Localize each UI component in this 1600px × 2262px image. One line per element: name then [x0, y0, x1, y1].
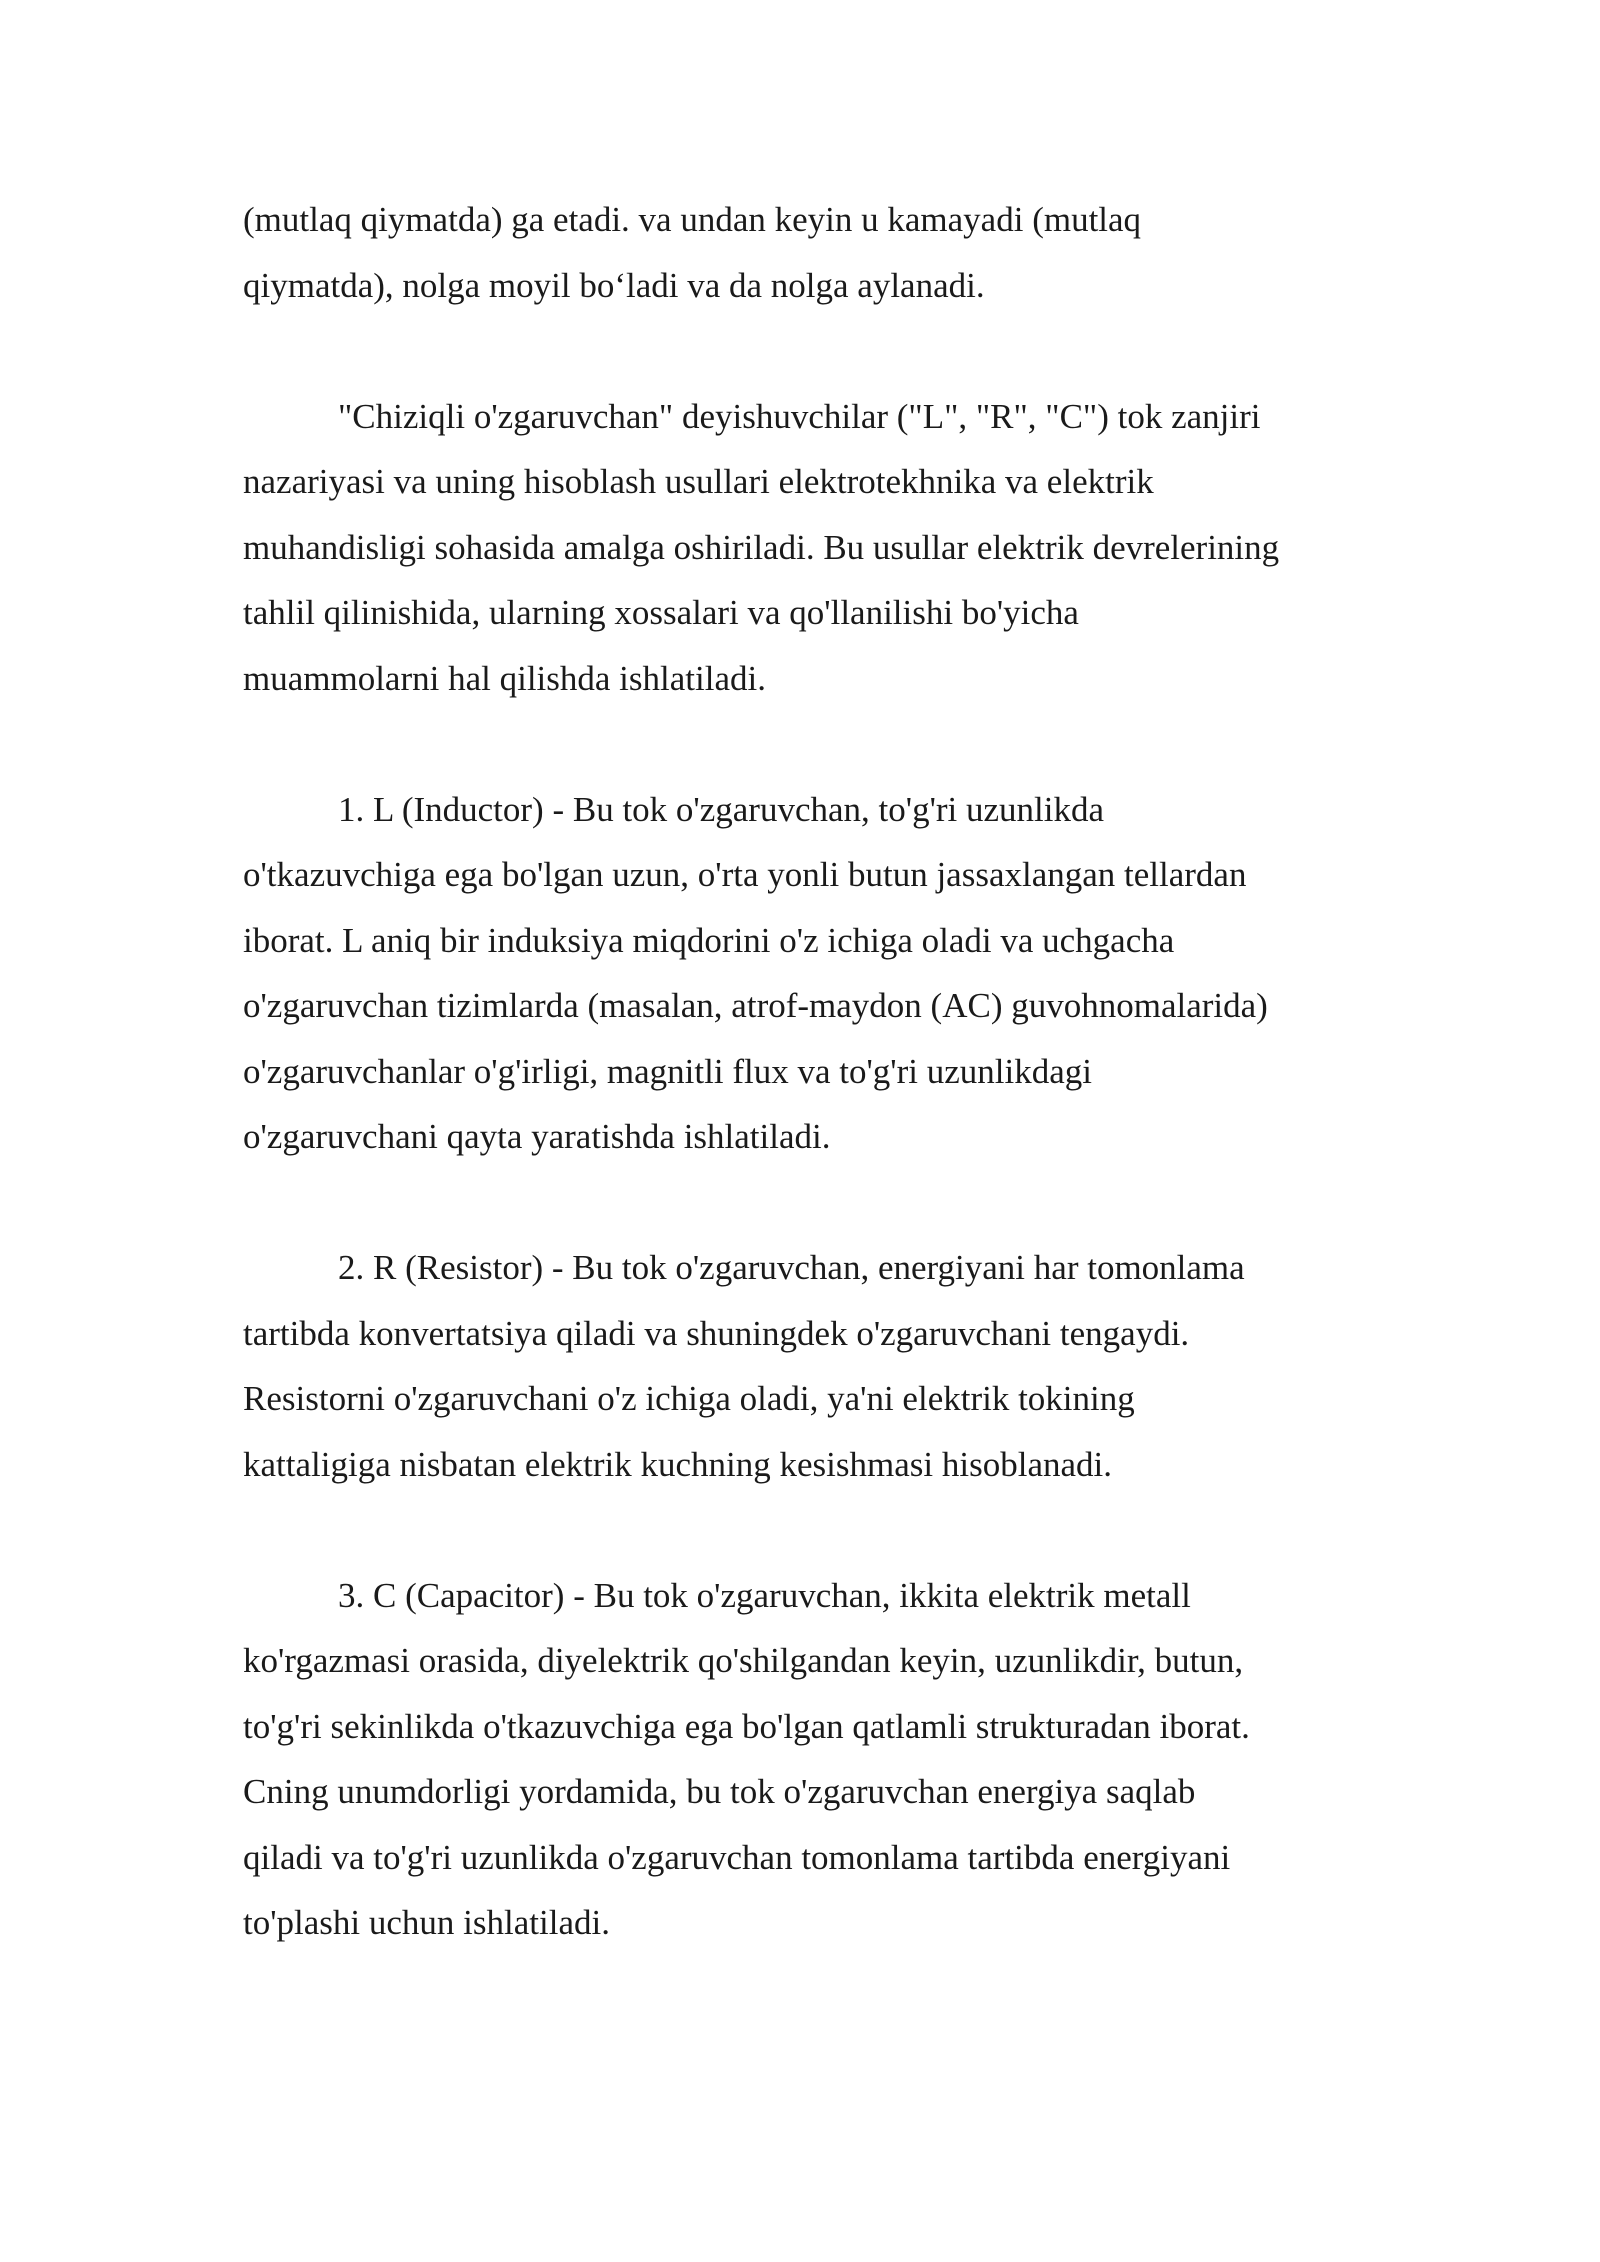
text-line: tahlil qilinishida, ularning xossalari va qo'llanilishi bo'yicha	[243, 593, 1079, 632]
text-line: o'zgaruvchani qayta yaratishda ishlatiladi.	[243, 1117, 831, 1156]
text-line: 1. L (Inductor) - Bu tok o'zgaruvchan, to'g'ri uzunlikda	[338, 789, 1105, 829]
paragraph-inductor	[243, 777, 1383, 1170]
text-line: to'g'ri sekinlikda o'tkazuvchiga ega bo'lgan qatlamli strukturadan iborat.	[243, 1706, 1250, 1746]
text-line: (mutlaq qiymatda) ga etadi. va undan keyin u kamayadi (mutlaq	[243, 200, 1142, 239]
text-line: nazariyasi va uning hisoblash usullari elektrotekhnika va elektrik	[243, 462, 1154, 501]
text-line: tartibda konvertatsiya qiladi va shuningdek o'zgaruvchani tengaydi.	[243, 1313, 1190, 1353]
document-body	[243, 187, 1383, 1956]
paragraph-intro	[243, 384, 1383, 712]
paragraph-continuation	[243, 187, 1383, 318]
text-line: Resistorni o'zgaruvchani o'z ichiga oladi, ya'ni elektrik tokining	[243, 1379, 1135, 1418]
text-line: Cning unumdorligi yordamida, bu tok o'zgaruvchan energiya saqlab	[243, 1772, 1196, 1811]
paragraph-resistor	[243, 1235, 1383, 1497]
text-line: o'zgaruvchanlar o'g'irligi, magnitli flux va to'g'ri uzunlikdagi	[243, 1051, 1092, 1091]
paragraph-spacer	[243, 1497, 1383, 1563]
text-line: o'zgaruvchan tizimlarda (masalan, atrof-maydon (AC) guvohnomalarida)	[243, 986, 1268, 1025]
text-line: kattaligiga nisbatan elektrik kuchning kesishmasi hisoblanadi.	[243, 1444, 1112, 1484]
text-line: qiymatda), nolga moyil bo‘ladi va da nolga aylanadi.	[243, 265, 985, 305]
text-line: muhandisligi sohasida amalga oshiriladi. Bu usullar elektrik devrelerining	[243, 527, 1280, 567]
paragraph-capacitor	[243, 1563, 1383, 1956]
paragraph-spacer	[243, 711, 1383, 777]
paragraph-spacer	[243, 1170, 1383, 1236]
text-line: 3. C (Capacitor) - Bu tok o'zgaruvchan, ikkita elektrik metall	[338, 1575, 1191, 1615]
text-line: muammolarni hal qilishda ishlatiladi.	[243, 658, 766, 698]
text-line: o'tkazuvchiga ega bo'lgan uzun, o'rta yonli butun jassaxlangan tellardan	[243, 855, 1247, 894]
text-line: to'plashi uchun ishlatiladi.	[243, 1903, 610, 1942]
text-line: ko'rgazmasi orasida, diyelektrik qo'shilgandan keyin, uzunlikdir, butun,	[243, 1641, 1244, 1680]
text-line: iborat. L aniq bir induksiya miqdorini o'z ichiga oladi va uchgacha	[243, 920, 1175, 960]
text-line: "Chiziqli o'zgaruvchan" deyishuvchilar ("L", "R", "C") tok zanjiri	[338, 396, 1261, 436]
text-line: qiladi va to'g'ri uzunlikda o'zgaruvchan tomonlama tartibda energiyani	[243, 1837, 1231, 1877]
text-line: 2. R (Resistor) - Bu tok o'zgaruvchan, energiyani har tomonlama	[338, 1248, 1245, 1287]
paragraph-spacer	[243, 318, 1383, 384]
